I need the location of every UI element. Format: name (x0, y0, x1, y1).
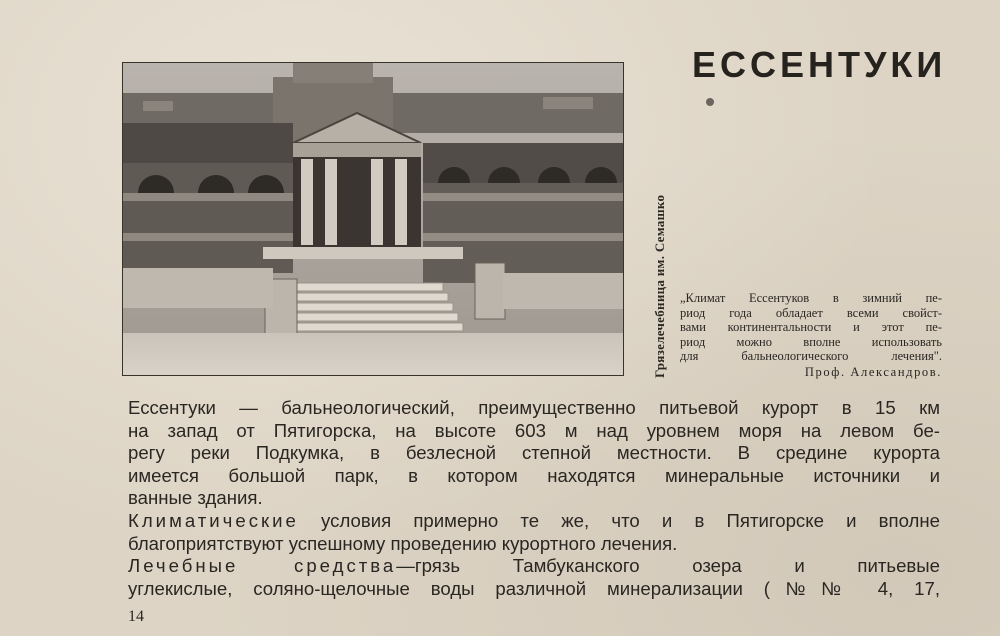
quote-line: вами континентальности и этот пе- (680, 320, 942, 335)
sanatorium-photo (122, 62, 624, 376)
body-line: углекислые, соляно-щелочные воды различной минерализации (№№ 4, 17, (128, 577, 940, 599)
quote-line: для бальнеологического лечения". (680, 349, 942, 364)
page-number: 14 (128, 608, 144, 625)
body-line-remedies (128, 555, 940, 578)
quote-line: риод года обладает всеми свойст- (680, 305, 942, 320)
article-body (128, 397, 940, 600)
body-line: на запад от Пятигорска, на высоте 603 м над уровнем моря на левом бе- (128, 419, 940, 441)
quote-line: риод можно вполне использовать (680, 334, 942, 349)
photo-caption: Грязелечебница им. Семашко (652, 194, 667, 378)
emphasis-remedies: Лечебные средства (128, 555, 397, 577)
quote-author: Проф. Александров. (804, 364, 942, 379)
body-line: регу реки Подкумка, в безлесной степной местности. В средине курорта (128, 442, 940, 464)
body-line: Ессентуки — бальнеологический, преимущественно питьевой курорт в 15 км (128, 397, 940, 418)
emphasis-climatic: Климатические (128, 509, 299, 531)
quote-line: „Климат Ессентуков в зимний пе- (680, 291, 942, 305)
body-line-rest: условия примерно те же, что и в Пятигорске и вполне (298, 509, 940, 531)
body-line-climate (128, 510, 940, 533)
body-line: благоприятствуют успешному проведению курортного лечения. (128, 532, 678, 554)
page-title: ЕССЕНТУКИ (692, 44, 947, 85)
epigraph-quote (680, 291, 942, 380)
building-illustration (123, 63, 623, 375)
body-line: ванные здания. (128, 487, 263, 509)
print-speck (706, 98, 714, 106)
body-line-rest: —грязь Тамбуканского озера и питьевые (396, 555, 940, 577)
body-line: имеется большой парк, в котором находятся минеральные источники и (128, 464, 940, 486)
